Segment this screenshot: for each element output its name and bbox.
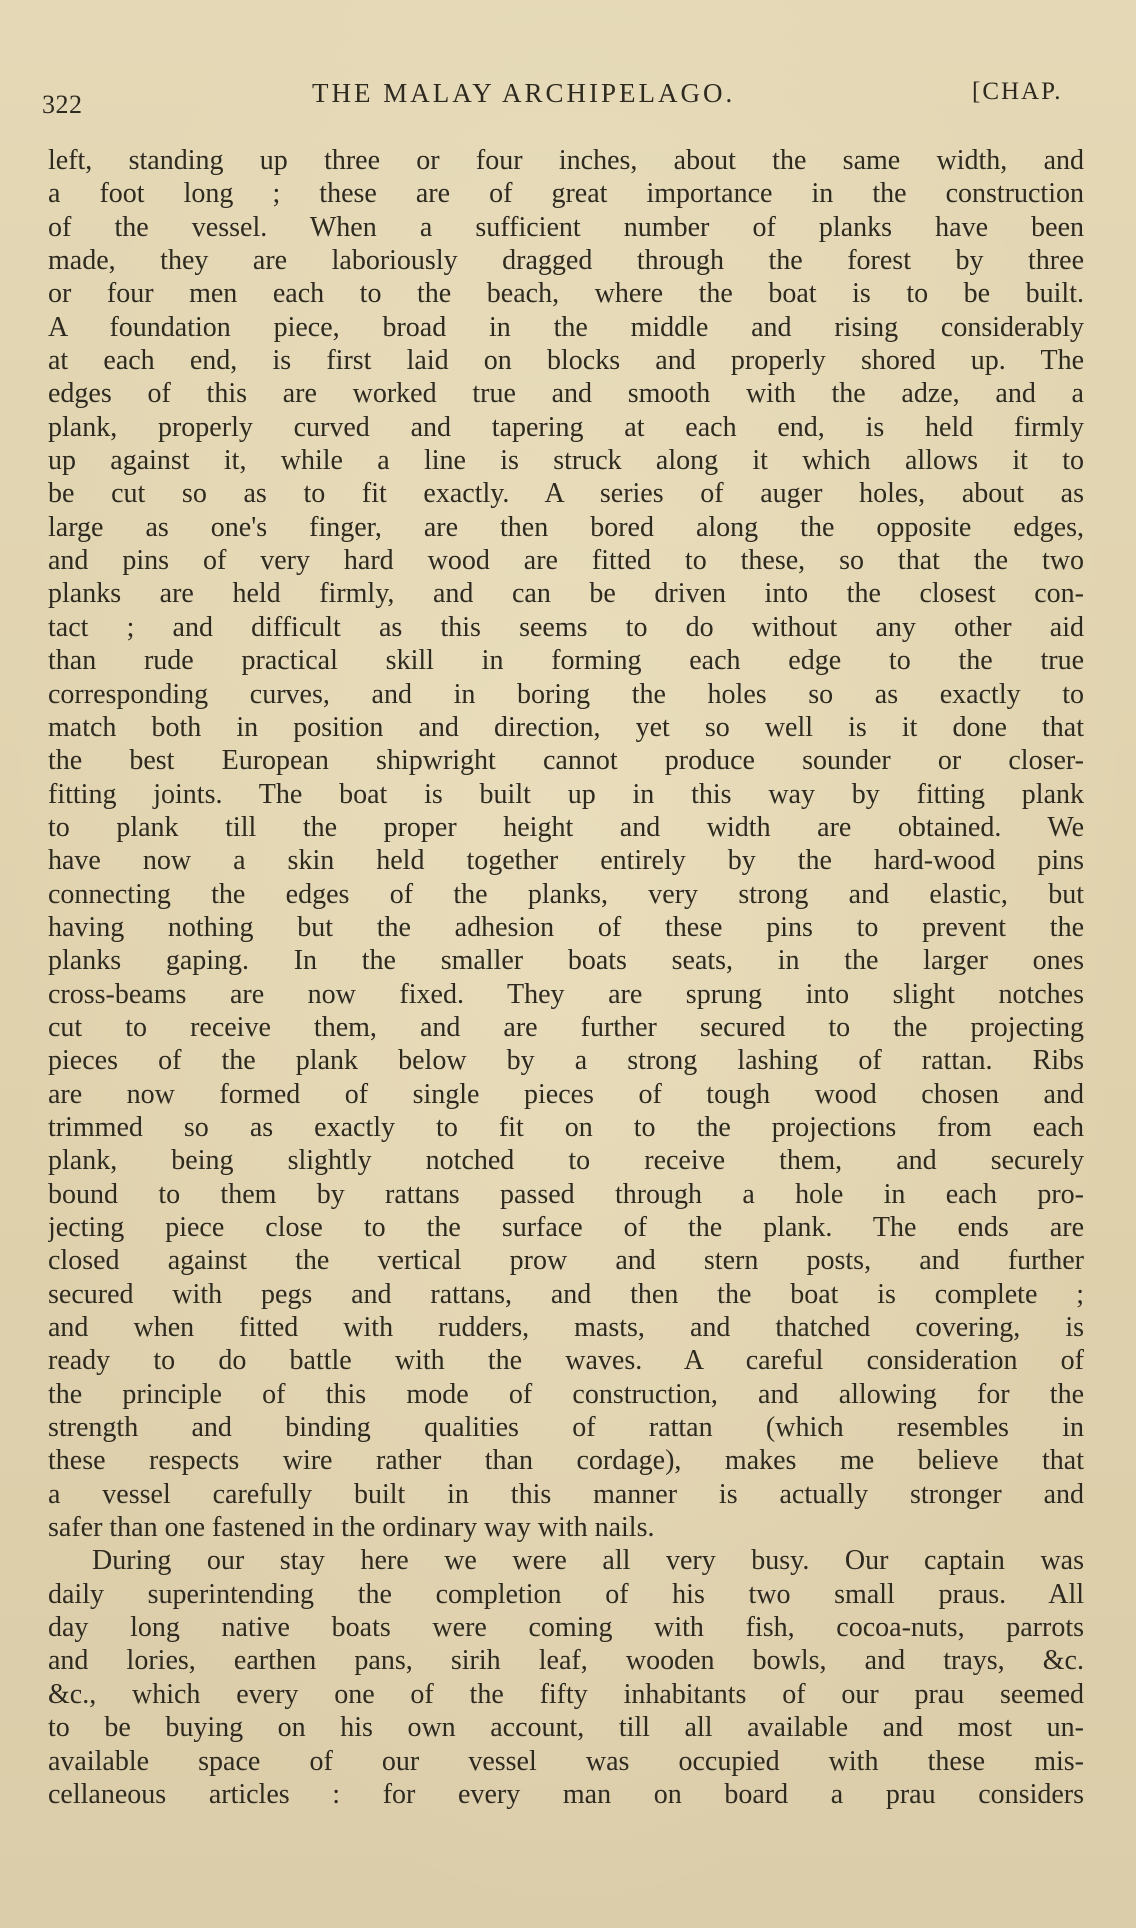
- text-line: plank, being slightly notched to receive them, and securely: [48, 1145, 1084, 1177]
- text-line: a foot long ; these are of great importance in the construction: [48, 178, 1084, 210]
- text-line: cellaneous articles : for every man on board a prau considers: [48, 1778, 1084, 1810]
- text-line: match both in position and direction, yet so well is it done that: [48, 711, 1084, 743]
- text-line: edges of this are worked true and smooth with the adze, and a: [48, 378, 1084, 410]
- page-number: 322: [42, 90, 83, 119]
- text-line: daily superintending the completion of his two small praus. All: [48, 1578, 1084, 1610]
- text-line: bound to them by rattans passed through a hole in each pro-: [48, 1178, 1084, 1210]
- text-line: have now a skin held together entirely by the hard-wood pins: [48, 845, 1084, 877]
- text-line: are now formed of single pieces of tough wood chosen and: [48, 1078, 1084, 1110]
- text-line: the principle of this mode of construction, and allowing for the: [48, 1378, 1084, 1410]
- text-line: left, standing up three or four inches, about the same width, and: [48, 145, 1084, 176]
- text-line: and when fitted with rudders, masts, and thatched covering, is: [48, 1312, 1084, 1344]
- text-line: available space of our vessel was occupied with these mis-: [48, 1745, 1084, 1777]
- page-header: [42, 72, 1074, 119]
- text-line: strength and binding qualities of rattan (which resembles in: [48, 1412, 1084, 1444]
- text-line: planks are held firmly, and can be driven into the closest con-: [48, 578, 1084, 610]
- body-text: [48, 144, 1084, 1811]
- text-line: A foundation piece, broad in the middle and rising considerably: [48, 311, 1084, 343]
- text-line: cross-beams are now fixed. They are sprung into slight notches: [48, 978, 1084, 1010]
- text-line: secured with pegs and rattans, and then the boat is complete ;: [48, 1278, 1084, 1310]
- text-line: or four men each to the beach, where the boat is to be built.: [48, 278, 1084, 310]
- text-line: at each end, is first laid on blocks and properly shored up. The: [48, 345, 1084, 377]
- text-line: large as one's finger, are then bored along the opposite edges,: [48, 511, 1084, 543]
- chapter-mark: [CHAP.: [972, 78, 1063, 105]
- text-line: cut to receive them, and are further secured to the projecting: [48, 1011, 1084, 1043]
- text-line: During our stay here we were all very busy. Our captain was: [92, 1545, 1084, 1577]
- text-line: these respects wire rather than cordage), makes me believe that: [48, 1445, 1084, 1477]
- text-line: closed against the vertical prow and stern posts, and further: [48, 1245, 1084, 1277]
- text-line: the best European shipwright cannot produce sounder or closer-: [48, 745, 1084, 777]
- text-line: day long native boats were coming with fish, cocoa-nuts, parrots: [48, 1612, 1084, 1644]
- text-line: than rude practical skill in forming each edge to the true: [48, 645, 1084, 677]
- text-line: and lories, earthen pans, sirih leaf, wooden bowls, and trays, &c.: [48, 1645, 1084, 1677]
- text-line: corresponding curves, and in boring the holes so as exactly to: [48, 678, 1084, 710]
- text-line: safer than one fastened in the ordinary way with nails.: [48, 1512, 655, 1544]
- text-line: of the vessel. When a sufficient number of planks have been: [48, 211, 1084, 243]
- text-line: pieces of the plank below by a strong lashing of rattan. Ribs: [48, 1045, 1084, 1077]
- text-line: ready to do battle with the waves. A careful consideration of: [48, 1345, 1084, 1377]
- text-line: trimmed so as exactly to fit on to the projections from each: [48, 1111, 1084, 1143]
- text-line: tact ; and difficult as this seems to do without any other aid: [48, 611, 1084, 643]
- text-line: a vessel carefully built in this manner is actually stronger and: [48, 1478, 1084, 1510]
- text-line: &c., which every one of the fifty inhabitants of our prau seemed: [48, 1678, 1084, 1710]
- text-line: be cut so as to fit exactly. A series of auger holes, about as: [48, 478, 1084, 510]
- text-line: having nothing but the adhesion of these pins to prevent the: [48, 911, 1084, 943]
- text-line: planks gaping. In the smaller boats seats, in the larger ones: [48, 945, 1084, 977]
- text-line: connecting the edges of the planks, very strong and elastic, but: [48, 878, 1084, 910]
- text-line: up against it, while a line is struck along it which allows it to: [48, 445, 1084, 477]
- text-line: to plank till the proper height and width are obtained. We: [48, 811, 1084, 843]
- text-line: to be buying on his own account, till all available and most un-: [48, 1712, 1084, 1744]
- text-line: made, they are laboriously dragged through the forest by three: [48, 245, 1084, 277]
- text-line: plank, properly curved and tapering at each end, is held firmly: [48, 411, 1084, 443]
- running-title: THE MALAY ARCHIPELAGO.: [312, 78, 736, 108]
- text-line: jecting piece close to the surface of the plank. The ends are: [48, 1212, 1084, 1243]
- text-line: fitting joints. The boat is built up in this way by fitting plank: [48, 778, 1084, 810]
- text-line: and pins of very hard wood are fitted to these, so that the two: [48, 545, 1084, 577]
